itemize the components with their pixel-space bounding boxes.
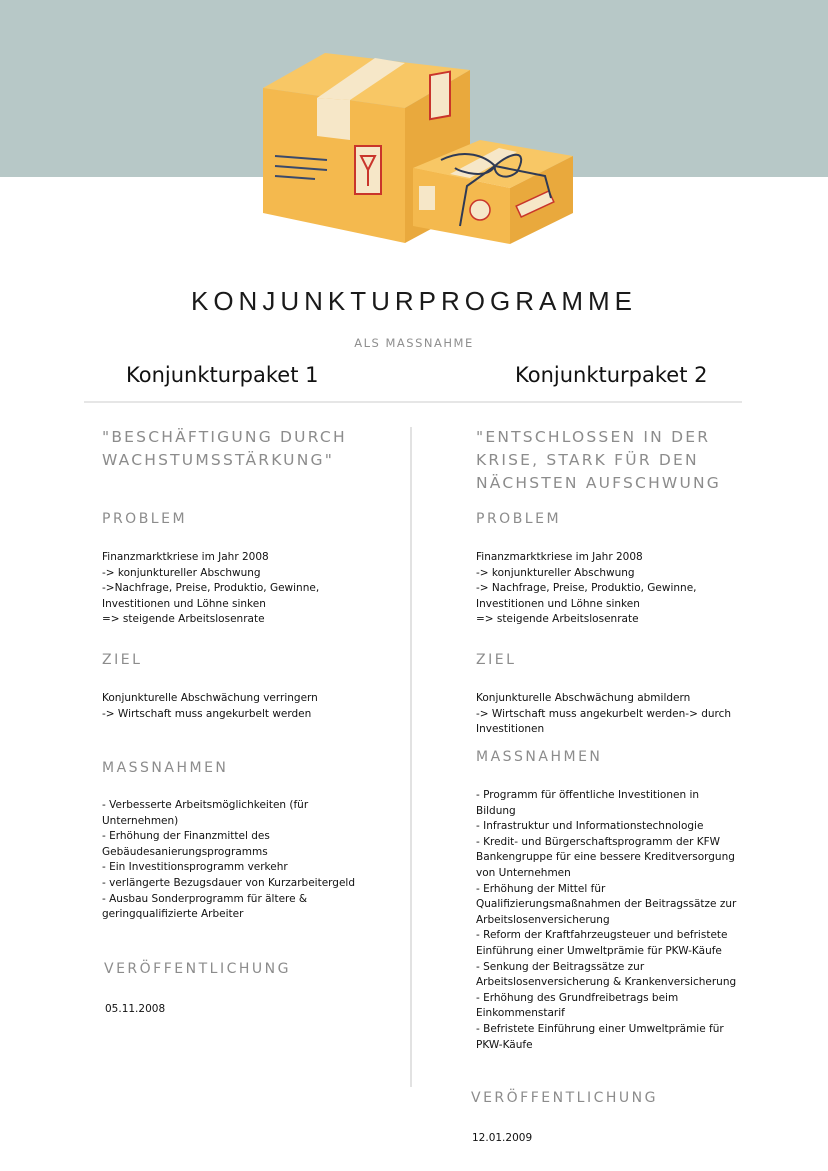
right-ziel-label: ZIEL	[476, 652, 517, 668]
right-problem-label: PROBLEM	[476, 511, 562, 527]
left-massnahmen-label: MASSNAHMEN	[102, 760, 229, 776]
right-massnahmen-text: - Programm für öffentliche Investitionen in Bildung - Infrastruktur und Informationstechnologie - Kredit- und Bürgerschaftsprogramm der KFW Bankengruppe für eine bessere Kreditversorgung von Unternehmen - Erhöhung der Mittel für Qualifizierungsmaßnahmen der Beitragssätze zur Arbeitslosenversicherung - Reform der Kraftfahrzeugsteuer und befristete Einführung einer Umweltprämie für PKW-Käufe - Senkung der Beitragssätze zur Arbeitslosenversicherung & Krankenversicherung - Erhöhung des Grundfreibetrags beim Einkommenstarif - Befristete Einführung einer Umweltprämie für PKW-Käufe	[476, 789, 737, 1051]
left-problem-label: PROBLEM	[102, 511, 188, 527]
page-subtitle: ALS MASSNAHME	[354, 336, 474, 350]
left-ziel-text: Konjunkturelle Abschwächung verringern -> Wirtschaft muss angekurbelt werden	[102, 692, 318, 720]
right-massnahmen-label: MASSNAHMEN	[476, 749, 603, 765]
left-ziel-label: ZIEL	[102, 652, 143, 668]
right-quote: "ENTSCHLOSSEN IN DER KRISE, STARK FÜR DEN NÄCHSTEN AUFSCHWUNG	[476, 428, 722, 492]
right-veroeffentlichung-label: VERÖFFENTLICHUNG	[471, 1090, 658, 1106]
left-publication-date: 05.11.2008	[105, 1003, 166, 1015]
left-massnahmen-text: - Verbesserte Arbeitsmöglichkeiten (für Unternehmen) - Erhöhung der Finanzmittel des Gebäudesanierungsprogramms - Ein Investitionsprogramm verkehr - verlängerte Bezugsdauer von Kurzarbeitergeld - Ausbau Sonderprogramm für ältere & geringqualifizierte Arbeiter	[102, 799, 355, 921]
header-divider	[84, 401, 742, 403]
right-column-heading: Konjunkturpaket 2	[515, 363, 708, 387]
right-ziel-text: Konjunkturelle Abschwächung abmildern -> Wirtschaft muss angekurbelt werden-> durch Investitionen	[476, 692, 732, 736]
left-veroeffentlichung-label: VERÖFFENTLICHUNG	[104, 961, 291, 977]
left-column-heading: Konjunkturpaket 1	[126, 363, 319, 387]
left-quote: "BESCHÄFTIGUNG DURCH WACHSTUMSSTÄRKUNG"	[102, 428, 347, 469]
right-publication-date: 12.01.2009	[472, 1132, 533, 1144]
right-problem-text: Finanzmarktkriese im Jahr 2008 -> konjunktureller Abschwung -> Nachfrage, Preise, Produktio, Gewinne, Investitionen und Löhne sinken => steigende Arbeitslosenrate	[476, 551, 697, 626]
left-problem-text: Finanzmarktkriese im Jahr 2008 -> konjunktureller Abschwung ->Nachfrage, Preise, Produktio, Gewinne, Investitionen und Löhne sinken => steigende Arbeitslosenrate	[102, 551, 320, 626]
page-title: KONJUNKTURPROGRAMME	[190, 286, 637, 316]
cardboard-boxes-illustration	[255, 48, 585, 253]
column-divider	[410, 427, 412, 1087]
